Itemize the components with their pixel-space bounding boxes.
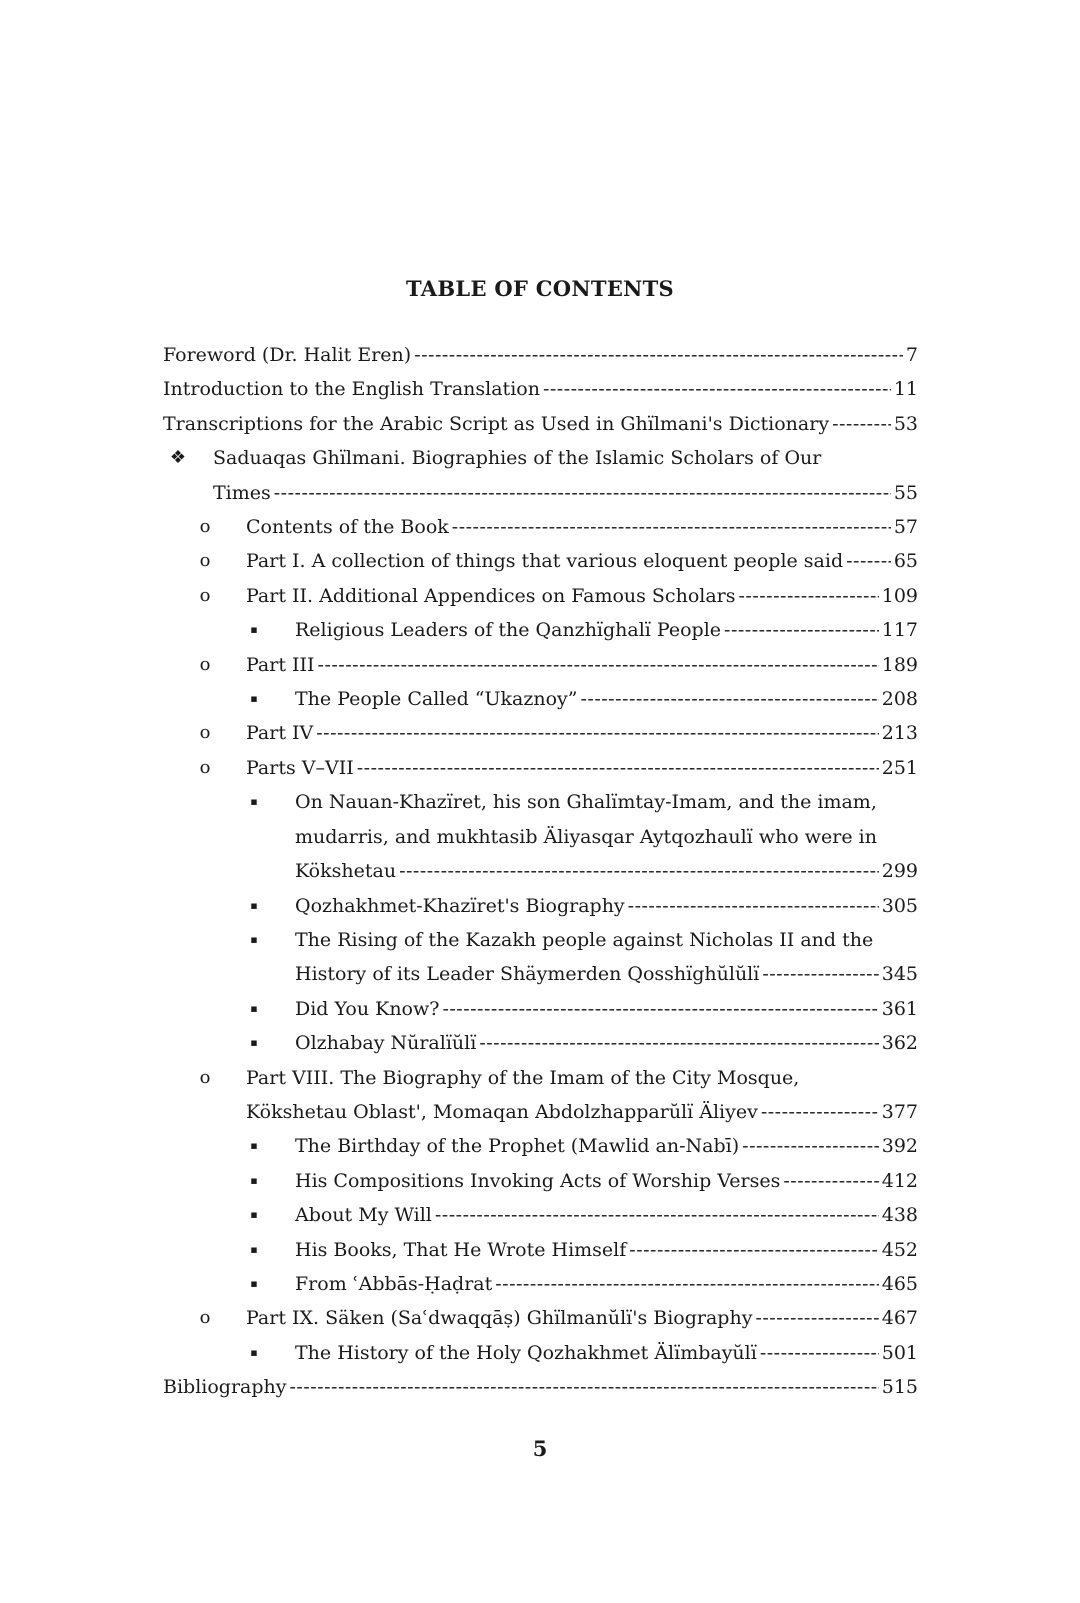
- toc-entry-title: Part III: [246, 653, 315, 676]
- toc-entry-nauan-khaziret: [163, 785, 918, 888]
- dot-leader: [442, 992, 878, 1026]
- toc-entry-title: The People Called “Ukaznoy”: [295, 688, 578, 711]
- dot-leader: [760, 1336, 879, 1370]
- toc-page-number: 57: [893, 516, 918, 539]
- toc-entry-parts-5-7: [163, 751, 918, 785]
- toc-page-number: 361: [881, 997, 918, 1020]
- toc-page-number: 501: [881, 1341, 918, 1364]
- toc-entry-title: Part IV: [246, 722, 314, 745]
- toc-page-number: 362: [881, 1032, 918, 1055]
- square-bullet-icon: ▪: [250, 1276, 258, 1290]
- toc-page-number: 305: [881, 894, 918, 917]
- toc-entry-biographies: [163, 441, 918, 510]
- circle-bullet-icon: o: [199, 550, 211, 572]
- toc-page-number: 189: [881, 653, 918, 676]
- toc-entry-introduction: [163, 372, 918, 406]
- toc-entry-title: Religious Leaders of the Qanzhïghalï People: [295, 619, 722, 642]
- toc-entry-contents-of-book: [163, 510, 918, 544]
- toc-entry-title: Bibliography: [163, 1376, 287, 1399]
- toc-entry-compositions: [163, 1164, 918, 1198]
- toc-entry-part-4: [163, 716, 918, 750]
- dot-leader: [783, 1164, 878, 1198]
- toc-entry-abbas-hadrat: [163, 1267, 918, 1301]
- toc-entry-title: Parts V–VII: [246, 756, 354, 779]
- dot-leader: [761, 1095, 879, 1129]
- toc-entry-transcriptions: [163, 407, 918, 441]
- dot-leader: [290, 1370, 879, 1404]
- toc-entry-title: Contents of the Book: [246, 516, 449, 539]
- toc-entry-title: Did You Know?: [295, 997, 440, 1020]
- toc-entry-part-1: [163, 544, 918, 578]
- diamond-bullet-icon: ❖: [169, 447, 187, 469]
- dot-leader: [316, 716, 878, 750]
- dot-leader: [357, 751, 879, 785]
- toc-entry-title: The Birthday of the Prophet (Mawlid an-Nabī): [295, 1135, 740, 1158]
- circle-bullet-icon: o: [199, 722, 211, 744]
- circle-bullet-icon: o: [199, 516, 211, 538]
- toc-page-number: 412: [881, 1169, 918, 1192]
- toc-entry-part-9: [163, 1301, 918, 1335]
- dot-leader: [414, 338, 903, 372]
- page-number: 5: [532, 1436, 548, 1461]
- square-bullet-icon: ▪: [250, 623, 258, 637]
- toc-entry-title-line: Times: [213, 481, 271, 504]
- square-bullet-icon: ▪: [250, 1001, 258, 1015]
- square-bullet-icon: ▪: [250, 1345, 258, 1359]
- toc-page-number: 392: [881, 1135, 918, 1158]
- toc-page-number: 109: [881, 584, 918, 607]
- dot-leader: [742, 1129, 879, 1163]
- dot-leader: [274, 476, 891, 510]
- square-bullet-icon: ▪: [250, 1173, 258, 1187]
- toc-entry-ukaznoy: [163, 682, 918, 716]
- toc-page-number: 377: [881, 1100, 918, 1123]
- toc-entry-title: His Compositions Invoking Acts of Worship Verses: [295, 1169, 781, 1192]
- toc-entry-olzhabay: [163, 1026, 918, 1060]
- dot-leader: [479, 1026, 878, 1060]
- square-bullet-icon: ▪: [250, 795, 258, 809]
- dot-leader: [435, 1198, 879, 1232]
- toc-entry-part-8: [163, 1061, 918, 1130]
- circle-bullet-icon: o: [199, 1066, 211, 1088]
- toc-entry-foreword: [163, 338, 918, 372]
- toc-page-number: 465: [881, 1272, 918, 1295]
- toc-entry-title-line: mudarris, and mukhtasib Äliyasqar Aytqozhaulï who were in: [295, 825, 877, 848]
- toc-entry-title: From ʿAbbās-Ḥaḍrat: [295, 1272, 493, 1295]
- circle-bullet-icon: o: [199, 756, 211, 778]
- square-bullet-icon: ▪: [250, 932, 258, 946]
- toc-entry-title: Qozhakhmet-Khazïret's Biography: [295, 894, 625, 917]
- toc-entry-bibliography: [163, 1370, 918, 1404]
- toc-page-number: 55: [893, 481, 918, 504]
- dot-leader: [762, 957, 878, 991]
- toc-entry-about-my-will: [163, 1198, 918, 1232]
- square-bullet-icon: ▪: [250, 1036, 258, 1050]
- dot-leader: [581, 682, 879, 716]
- toc-page-number: 53: [893, 412, 918, 435]
- toc-entry-title-line: Kökshetau Oblast', Momaqan Abdolzhapparŭlï Äliyev: [246, 1100, 758, 1123]
- toc-page-number: 65: [893, 550, 918, 573]
- toc-entry-title: Part IX. Säken (Saʿdwaqqāṣ) Ghïlmanŭlï's Biography: [246, 1307, 753, 1330]
- toc-page-number: 438: [881, 1204, 918, 1227]
- toc-entry-did-you-know: [163, 992, 918, 1026]
- circle-bullet-icon: o: [199, 653, 211, 675]
- toc-page-number: 213: [881, 722, 918, 745]
- square-bullet-icon: ▪: [250, 1208, 258, 1222]
- square-bullet-icon: ▪: [250, 1139, 258, 1153]
- toc-entry-title-line: On Nauan-Khazïret, his son Ghalïmtay-Imam, and the imam,: [295, 791, 877, 814]
- dot-leader: [495, 1267, 878, 1301]
- toc-entry-title-line: History of its Leader Shäymerden Qosshïghŭlŭlï: [295, 963, 760, 986]
- toc-entry-qozhakhmet-biography: [163, 889, 918, 923]
- dot-leader: [846, 544, 891, 578]
- page-title: TABLE OF CONTENTS: [405, 276, 675, 301]
- toc-entry-title-line: Part VIII. The Biography of the Imam of the City Mosque,: [246, 1066, 800, 1089]
- toc-page-number: 117: [881, 619, 918, 642]
- toc-page-number: 452: [881, 1238, 918, 1261]
- toc-entry-mawlid: [163, 1129, 918, 1163]
- toc-entry-holy-qozhakhmet: [163, 1336, 918, 1370]
- toc-page-number: 251: [881, 756, 918, 779]
- dot-leader: [739, 579, 879, 613]
- dot-leader: [832, 407, 891, 441]
- toc-page-number: 299: [881, 860, 918, 883]
- dot-leader: [399, 854, 879, 888]
- toc-page-number: 11: [893, 378, 918, 401]
- square-bullet-icon: ▪: [250, 898, 258, 912]
- toc-page-number: 7: [905, 344, 918, 366]
- toc-page-number: 515: [881, 1376, 918, 1399]
- table-of-contents: [163, 338, 918, 1405]
- dot-leader: [628, 889, 879, 923]
- toc-entry-title: Foreword (Dr. Halit Eren): [163, 344, 412, 366]
- toc-entry-title-line: Saduaqas Ghïlmani. Biographies of the Islamic Scholars of Our: [213, 447, 822, 470]
- toc-page-number: 467: [881, 1307, 918, 1330]
- toc-entry-title-line: The Rising of the Kazakh people against Nicholas II and the: [295, 928, 874, 951]
- toc-page-number: 208: [881, 688, 918, 711]
- square-bullet-icon: ▪: [250, 692, 258, 706]
- circle-bullet-icon: o: [199, 1307, 211, 1329]
- toc-entry-title: The History of the Holy Qozhakhmet Älïmbayŭlï: [295, 1341, 757, 1364]
- toc-entry-title: Transcriptions for the Arabic Script as Used in Ghïlmani's Dictionary: [163, 412, 830, 435]
- dot-leader: [629, 1233, 878, 1267]
- toc-entry-title: Part I. A collection of things that various eloquent people said: [246, 550, 844, 573]
- dot-leader: [724, 613, 879, 647]
- dot-leader: [318, 648, 879, 682]
- toc-entry-title-line: Kökshetau: [295, 860, 397, 883]
- toc-entry-title: Introduction to the English Translation: [163, 378, 540, 401]
- dot-leader: [452, 510, 891, 544]
- dot-leader: [543, 372, 891, 406]
- toc-entry-title: About My Will: [295, 1204, 432, 1227]
- toc-page-number: 345: [881, 963, 918, 986]
- circle-bullet-icon: o: [199, 584, 211, 606]
- toc-entry-part-2: [163, 579, 918, 613]
- toc-entry-title: His Books, That He Wrote Himself: [295, 1238, 627, 1261]
- toc-entry-part-3: [163, 648, 918, 682]
- toc-entry-title: Olzhabay Nŭralïŭlï: [295, 1032, 477, 1055]
- toc-entry-religious-leaders: [163, 613, 918, 647]
- toc-entry-kazakh-rising: [163, 923, 918, 992]
- square-bullet-icon: ▪: [250, 1242, 258, 1256]
- toc-entry-title: Part II. Additional Appendices on Famous Scholars: [246, 584, 736, 607]
- dot-leader: [755, 1301, 878, 1335]
- toc-entry-his-books: [163, 1233, 918, 1267]
